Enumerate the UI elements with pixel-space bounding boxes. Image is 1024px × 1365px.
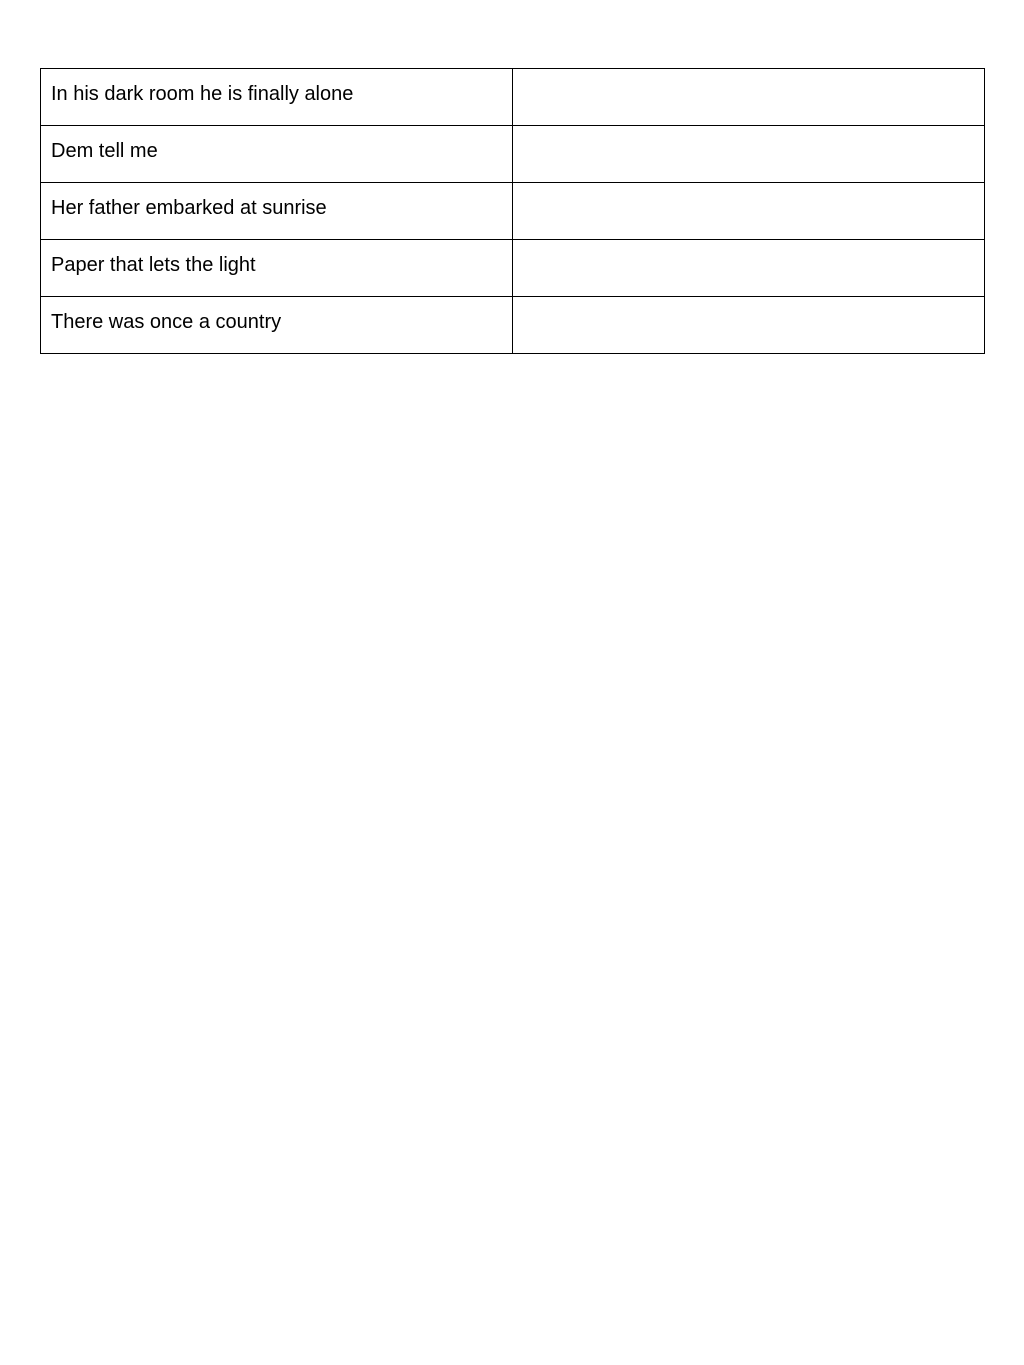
table-row bbox=[41, 297, 985, 354]
answer-cell[interactable] bbox=[513, 183, 985, 240]
poem-title-cell bbox=[41, 183, 513, 240]
table-row bbox=[41, 126, 985, 183]
poem-title-cell bbox=[41, 69, 513, 126]
poem-title: Dem tell me bbox=[51, 140, 158, 162]
poem-title-cell bbox=[41, 297, 513, 354]
poem-title: There was once a country bbox=[51, 311, 282, 333]
poem-title-cell bbox=[41, 240, 513, 297]
table-row bbox=[41, 183, 985, 240]
poem-title-cell bbox=[41, 126, 513, 183]
answer-cell[interactable] bbox=[513, 69, 985, 126]
table-row bbox=[41, 240, 985, 297]
poem-title: Paper that lets the light bbox=[51, 254, 256, 276]
poem-title: Her father embarked at sunrise bbox=[51, 197, 327, 219]
table-row bbox=[41, 69, 985, 126]
poem-table bbox=[40, 68, 985, 354]
answer-cell[interactable] bbox=[513, 240, 985, 297]
poem-title: In his dark room he is finally alone bbox=[51, 83, 354, 105]
answer-cell[interactable] bbox=[513, 126, 985, 183]
answer-cell[interactable] bbox=[513, 297, 985, 354]
